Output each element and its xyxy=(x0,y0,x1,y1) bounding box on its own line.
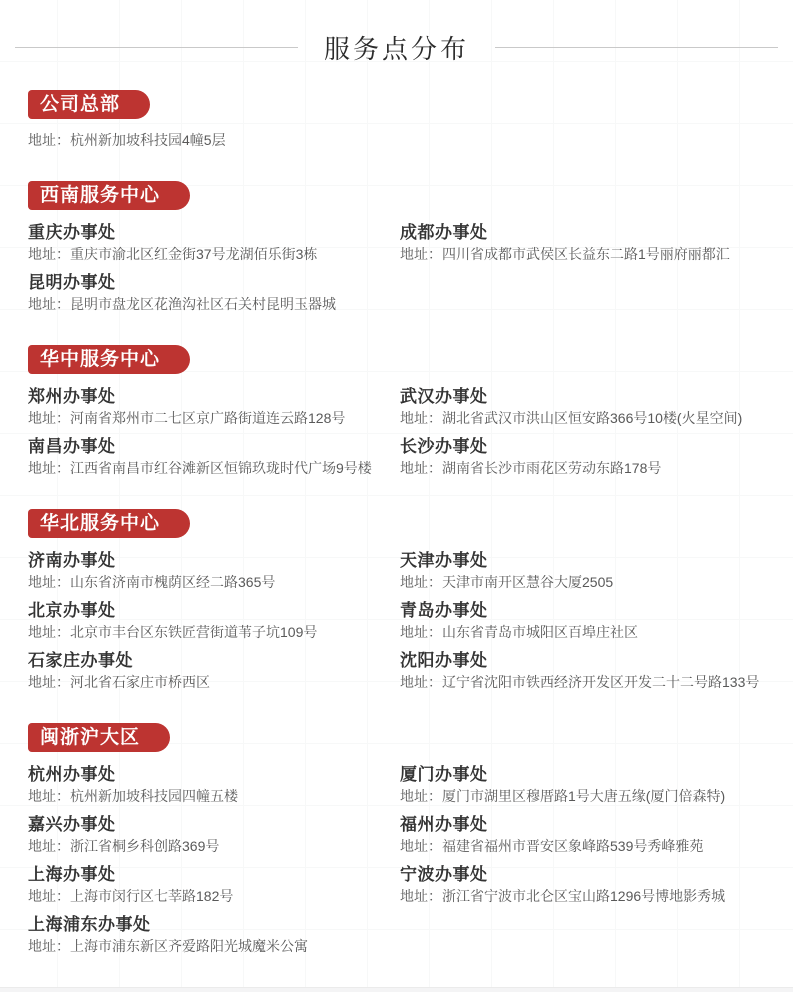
office-address: 地址：河南省郑州市二七区京广路街道连云路128号 xyxy=(28,410,346,426)
office-item xyxy=(400,863,783,906)
office-address: 地址：上海市闵行区七莘路182号 xyxy=(28,888,234,904)
office-item xyxy=(400,763,783,806)
office-item xyxy=(400,549,783,592)
office-address: 地址：厦门市湖里区穆厝路1号大唐五缘(厦门倍森特) xyxy=(400,788,726,804)
region-section xyxy=(28,345,783,478)
office-name: 济南办事处 xyxy=(28,551,116,570)
office-item xyxy=(28,271,400,314)
region-section xyxy=(28,181,783,314)
office-name: 成都办事处 xyxy=(400,223,488,242)
office-item xyxy=(400,435,783,478)
office-address: 地址：浙江省宁波市北仑区宝山路1296号博地影秀城 xyxy=(400,888,726,904)
region-badge-label: 华中服务中心 xyxy=(40,349,161,370)
office-item xyxy=(400,813,783,856)
office-address: 地址：江西省南昌市红谷滩新区恒锦玖珑时代广场9号楼 xyxy=(28,460,372,476)
office-address: 地址：杭州新加坡科技园四幢五楼 xyxy=(28,788,238,804)
office-item xyxy=(400,649,783,692)
office-grid xyxy=(28,385,783,478)
office-address: 地址：昆明市盘龙区花渔沟社区石关村昆明玉器城 xyxy=(28,296,336,312)
office-item xyxy=(28,863,400,906)
office-item xyxy=(400,221,783,264)
office-grid xyxy=(28,549,783,692)
office-name: 南昌办事处 xyxy=(28,437,116,456)
office-grid xyxy=(28,763,783,956)
office-name: 青岛办事处 xyxy=(400,601,488,620)
office-item xyxy=(28,549,400,592)
office-name: 昆明办事处 xyxy=(28,273,116,292)
office-address: 地址：四川省成都市武侯区长益东二路1号丽府丽都汇 xyxy=(400,246,730,262)
office-item xyxy=(400,385,783,428)
office-item xyxy=(400,599,783,642)
region-section xyxy=(28,723,783,956)
office-address: 地址：山东省青岛市城阳区百埠庄社区 xyxy=(400,624,638,640)
office-name: 沈阳办事处 xyxy=(400,651,488,670)
office-address: 地址：辽宁省沈阳市铁西经济开发区开发二十二号路133号 xyxy=(400,674,760,690)
office-item xyxy=(28,385,400,428)
office-name: 厦门办事处 xyxy=(400,765,488,784)
office-address: 地址：浙江省桐乡科创路369号 xyxy=(28,838,220,854)
office-address: 地址：重庆市渝北区红金街37号龙湖佰乐街3栋 xyxy=(28,246,318,262)
page-title: 服务点分布 xyxy=(324,33,470,64)
office-item xyxy=(28,599,400,642)
office-grid xyxy=(28,130,783,150)
office-item xyxy=(28,130,400,150)
office-name: 上海浦东办事处 xyxy=(28,915,151,934)
region-badge xyxy=(28,181,190,210)
office-name: 重庆办事处 xyxy=(28,223,116,242)
office-address: 地址：天津市南开区慧谷大厦2505 xyxy=(400,574,614,590)
footer-bar xyxy=(0,987,793,992)
office-name: 石家庄办事处 xyxy=(28,651,133,670)
office-name: 北京办事处 xyxy=(28,601,116,620)
office-address: 地址：福建省福州市晋安区象峰路539号秀峰雅苑 xyxy=(400,838,704,854)
region-badge xyxy=(28,723,170,752)
office-name: 嘉兴办事处 xyxy=(28,815,116,834)
office-name: 长沙办事处 xyxy=(400,437,488,456)
office-address: 地址：湖南省长沙市雨花区劳动东路178号 xyxy=(400,460,662,476)
region-badge-label: 西南服务中心 xyxy=(40,185,161,206)
sections xyxy=(0,70,793,956)
office-grid xyxy=(28,221,783,314)
region-badge-label: 公司总部 xyxy=(40,94,121,115)
office-name: 天津办事处 xyxy=(400,551,488,570)
office-name: 武汉办事处 xyxy=(400,387,488,406)
office-address: 地址：杭州新加坡科技园4幢5层 xyxy=(28,132,226,148)
title-divider-right xyxy=(495,47,778,48)
office-name: 宁波办事处 xyxy=(400,865,488,884)
title-divider-left xyxy=(15,47,298,48)
office-name: 福州办事处 xyxy=(400,815,488,834)
office-address: 地址：湖北省武汉市洪山区恒安路366号10楼(火星空间) xyxy=(400,410,743,426)
region-badge xyxy=(28,90,150,119)
office-name: 郑州办事处 xyxy=(28,387,116,406)
office-item xyxy=(28,221,400,264)
region-badge xyxy=(28,345,190,374)
office-name: 上海办事处 xyxy=(28,865,116,884)
office-address: 地址：上海市浦东新区齐爱路阳光城魔米公寓 xyxy=(28,938,308,954)
region-section xyxy=(28,509,783,692)
office-name: 杭州办事处 xyxy=(28,765,116,784)
office-address: 地址：河北省石家庄市桥西区 xyxy=(28,674,210,690)
office-item xyxy=(28,813,400,856)
page-header xyxy=(0,0,793,70)
region-section xyxy=(28,90,783,150)
region-badge-label: 闽浙沪大区 xyxy=(40,727,141,748)
region-badge xyxy=(28,509,190,538)
office-item xyxy=(28,763,400,806)
office-address: 地址：北京市丰台区东铁匠营街道苇子坑109号 xyxy=(28,624,318,640)
office-item xyxy=(28,913,400,956)
region-badge-label: 华北服务中心 xyxy=(40,513,161,534)
office-address: 地址：山东省济南市槐荫区经二路365号 xyxy=(28,574,276,590)
office-item xyxy=(28,649,400,692)
office-item xyxy=(28,435,400,478)
